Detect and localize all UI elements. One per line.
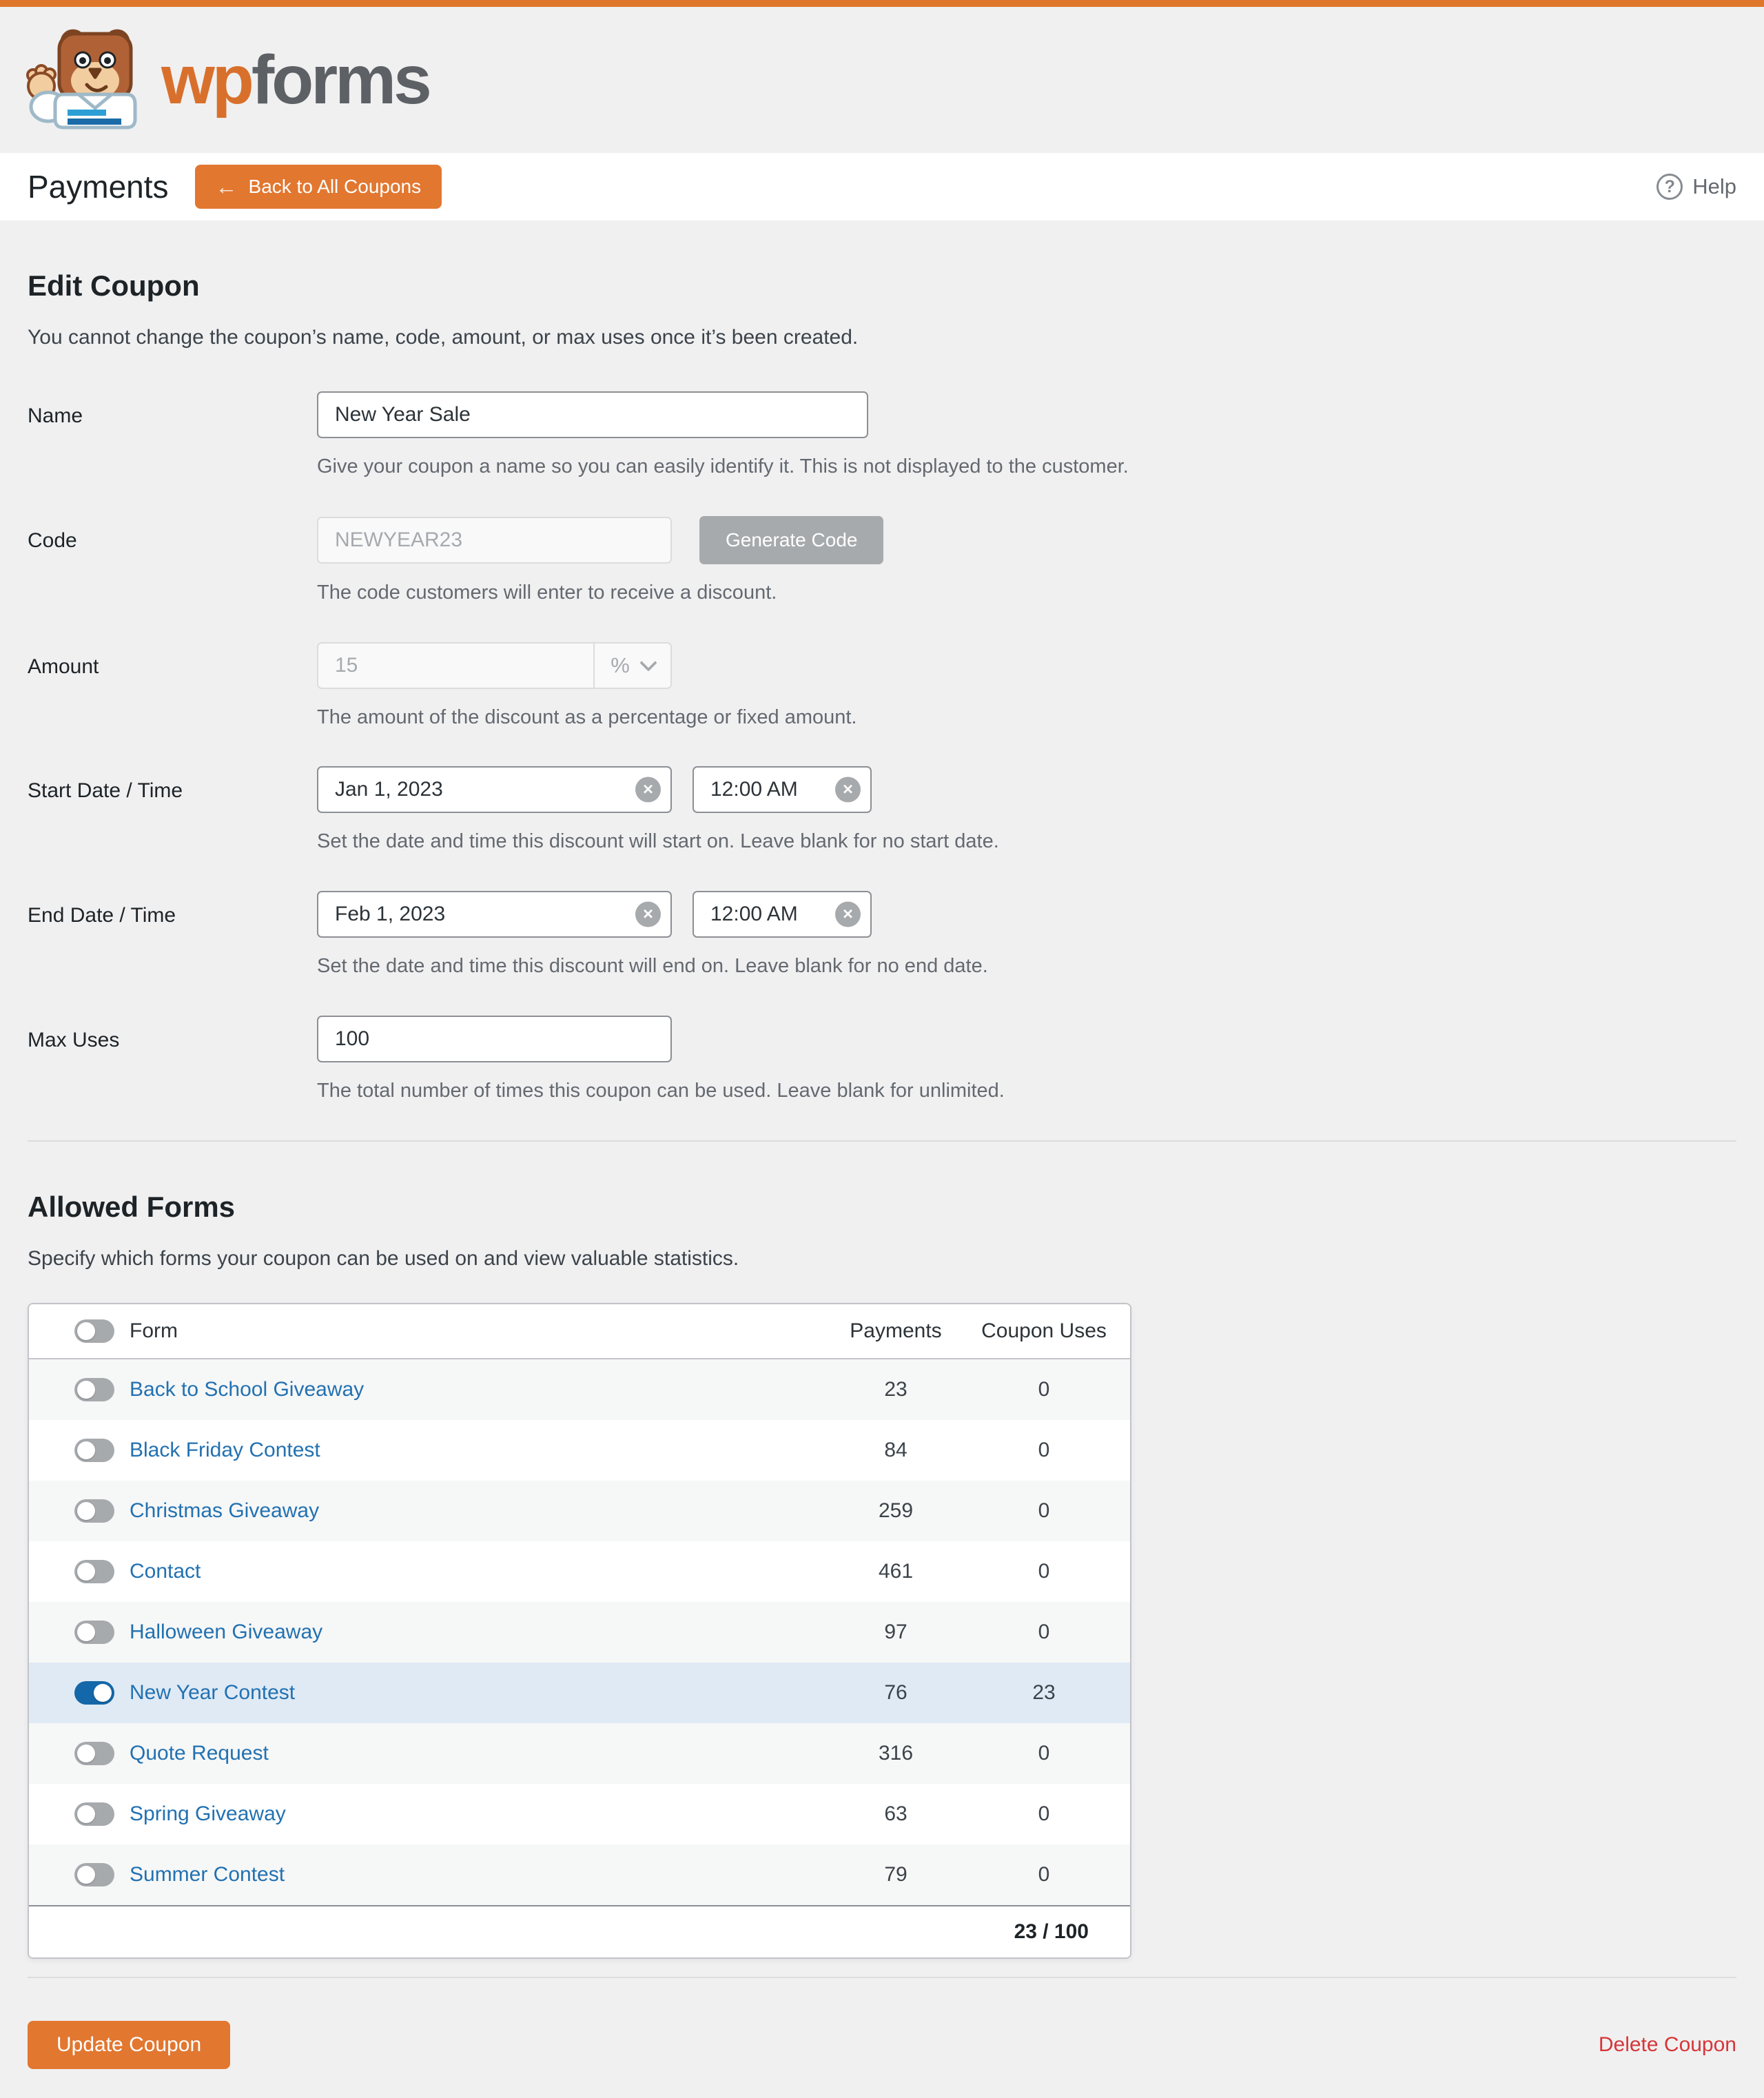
edit-coupon-description: You cannot change the coupon’s name, code, amount, or max uses once it’s been created. — [28, 326, 859, 349]
field-row-end-date — [28, 891, 1736, 978]
amount-input-group — [317, 642, 672, 689]
chevron-down-icon — [639, 654, 657, 671]
field-row-max-uses — [28, 1016, 1736, 1103]
form-link[interactable]: Summer Contest — [130, 1862, 285, 1886]
form-toggle[interactable] — [74, 1742, 114, 1765]
form-toggle[interactable] — [74, 1621, 114, 1644]
table-row — [29, 1481, 1130, 1541]
coupon-uses-count: 23 — [1032, 1680, 1056, 1704]
coupon-fields — [28, 391, 1736, 1103]
coupon-uses-count: 0 — [1038, 1862, 1050, 1886]
generate-code-button: Generate Code — [699, 516, 883, 564]
table-footer-row — [29, 1905, 1130, 1957]
form-toggle[interactable] — [74, 1378, 114, 1401]
amount-unit-label: % — [611, 652, 630, 677]
table-row — [29, 1663, 1130, 1723]
column-header-form: Form — [130, 1319, 178, 1342]
wpforms-wordmark — [161, 41, 429, 119]
coupon-uses-count: 0 — [1038, 1559, 1050, 1583]
table-row — [29, 1784, 1130, 1844]
back-to-all-coupons-button[interactable] — [195, 165, 442, 209]
start-time-clear-icon[interactable]: ✕ — [835, 777, 861, 803]
coupon-uses-count: 0 — [1038, 1802, 1050, 1825]
max-uses-label: Max Uses — [28, 1028, 120, 1051]
footer-divider — [28, 1977, 1736, 1978]
column-header-payments: Payments — [850, 1319, 942, 1342]
edit-coupon-heading: Edit Coupon — [28, 269, 200, 302]
coupon-uses-count: 0 — [1038, 1499, 1050, 1522]
amount-label: Amount — [28, 655, 99, 678]
name-helper-text: Give your coupon a name so you can easily identify it. This is not displayed to the customer. — [317, 455, 1129, 477]
start-date-clear-icon[interactable]: ✕ — [635, 777, 661, 803]
table-row — [29, 1723, 1130, 1784]
form-link[interactable]: Quote Request — [130, 1741, 269, 1765]
end-date-helper-text: Set the date and time this discount will end on. Leave blank for no end date. — [317, 955, 988, 978]
back-button-label: Back to All Coupons — [248, 176, 422, 197]
form-toggle[interactable] — [74, 1681, 114, 1705]
max-uses-input[interactable] — [317, 1016, 672, 1062]
start-date-helper-text: Set the date and time this discount will start on. Leave blank for no start date. — [317, 830, 999, 853]
max-uses-helper-text: The total number of times this coupon can be used. Leave blank for unlimited. — [317, 1079, 1005, 1102]
end-date-label: End Date / Time — [28, 904, 176, 927]
section-divider — [28, 1140, 1736, 1142]
table-row — [29, 1359, 1130, 1420]
select-all-forms-toggle[interactable] — [74, 1319, 114, 1343]
end-date-input[interactable] — [317, 891, 672, 938]
form-link[interactable]: Halloween Giveaway — [130, 1620, 323, 1643]
amount-unit-select — [593, 644, 670, 688]
payments-count: 259 — [878, 1499, 914, 1522]
start-date-label: Start Date / Time — [28, 779, 183, 803]
allowed-forms-table — [28, 1303, 1131, 1959]
form-link[interactable]: New Year Contest — [130, 1680, 296, 1704]
payments-count: 316 — [878, 1741, 914, 1765]
form-link[interactable]: Contact — [130, 1559, 201, 1583]
table-row — [29, 1602, 1130, 1663]
payments-count: 461 — [878, 1559, 914, 1583]
coupon-uses-count: 0 — [1038, 1741, 1050, 1765]
field-row-name — [28, 391, 1736, 479]
table-row — [29, 1844, 1130, 1905]
end-date-clear-icon[interactable]: ✕ — [635, 902, 661, 927]
allowed-forms-heading: Allowed Forms — [28, 1190, 236, 1223]
coupon-uses-count: 0 — [1038, 1620, 1050, 1643]
coupon-uses-count: 0 — [1038, 1377, 1050, 1401]
update-coupon-button[interactable]: Update Coupon — [28, 2021, 230, 2069]
column-header-coupon-uses: Coupon Uses — [981, 1319, 1107, 1342]
allowed-forms-description: Specify which forms your coupon can be used on and view valuable statistics. — [28, 1246, 739, 1270]
wordmark-forms: forms — [251, 41, 429, 119]
payments-count: 84 — [884, 1438, 907, 1461]
code-helper-text: The code customers will enter to receive a discount. — [317, 581, 777, 604]
arrow-left-icon: ← — [215, 174, 238, 199]
code-label: Code — [28, 528, 77, 552]
form-link[interactable]: Back to School Giveaway — [130, 1377, 365, 1401]
wpforms-bear-mascot-icon — [26, 24, 143, 136]
help-label: Help — [1692, 174, 1736, 198]
end-time-clear-icon[interactable]: ✕ — [835, 902, 861, 927]
coupon-uses-count: 0 — [1038, 1438, 1050, 1461]
table-header-row — [29, 1304, 1130, 1359]
page-header-bar — [0, 153, 1764, 220]
coupon-uses-total: 23 / 100 — [1014, 1920, 1089, 1943]
delete-coupon-link[interactable]: Delete Coupon — [1598, 2033, 1736, 2056]
wordmark-wp: wp — [161, 41, 252, 119]
footer-actions — [28, 2021, 1736, 2069]
coupon-name-input[interactable] — [317, 391, 868, 438]
payments-count: 79 — [884, 1862, 907, 1886]
page-title: Payments — [28, 169, 169, 205]
help-icon: ? — [1657, 174, 1683, 200]
payments-count: 63 — [884, 1802, 907, 1825]
form-toggle[interactable] — [74, 1863, 114, 1886]
payments-count: 23 — [884, 1377, 907, 1401]
amount-helper-text: The amount of the discount as a percentage or fixed amount. — [317, 706, 857, 728]
table-row — [29, 1420, 1130, 1481]
form-toggle[interactable] — [74, 1439, 114, 1462]
table-body — [29, 1359, 1130, 1905]
payments-count: 97 — [884, 1620, 907, 1643]
field-row-start-date — [28, 766, 1736, 854]
app-header — [0, 7, 1764, 153]
amount-value: 15 — [335, 653, 358, 677]
form-link[interactable]: Christmas Giveaway — [130, 1499, 320, 1522]
form-toggle[interactable] — [74, 1560, 114, 1583]
top-accent-bar — [0, 0, 1764, 7]
coupon-code-input — [317, 517, 672, 564]
start-date-input[interactable] — [317, 766, 672, 813]
form-link[interactable]: Black Friday Contest — [130, 1438, 320, 1461]
form-toggle[interactable] — [74, 1802, 114, 1826]
form-link[interactable]: Spring Giveaway — [130, 1802, 286, 1825]
main-content — [0, 271, 1764, 2098]
help-link[interactable] — [1657, 174, 1736, 200]
field-row-amount — [28, 642, 1736, 730]
form-toggle[interactable] — [74, 1499, 114, 1523]
table-row — [29, 1541, 1130, 1602]
field-row-code — [28, 516, 1736, 605]
name-label: Name — [28, 404, 83, 427]
payments-count: 76 — [884, 1680, 907, 1704]
